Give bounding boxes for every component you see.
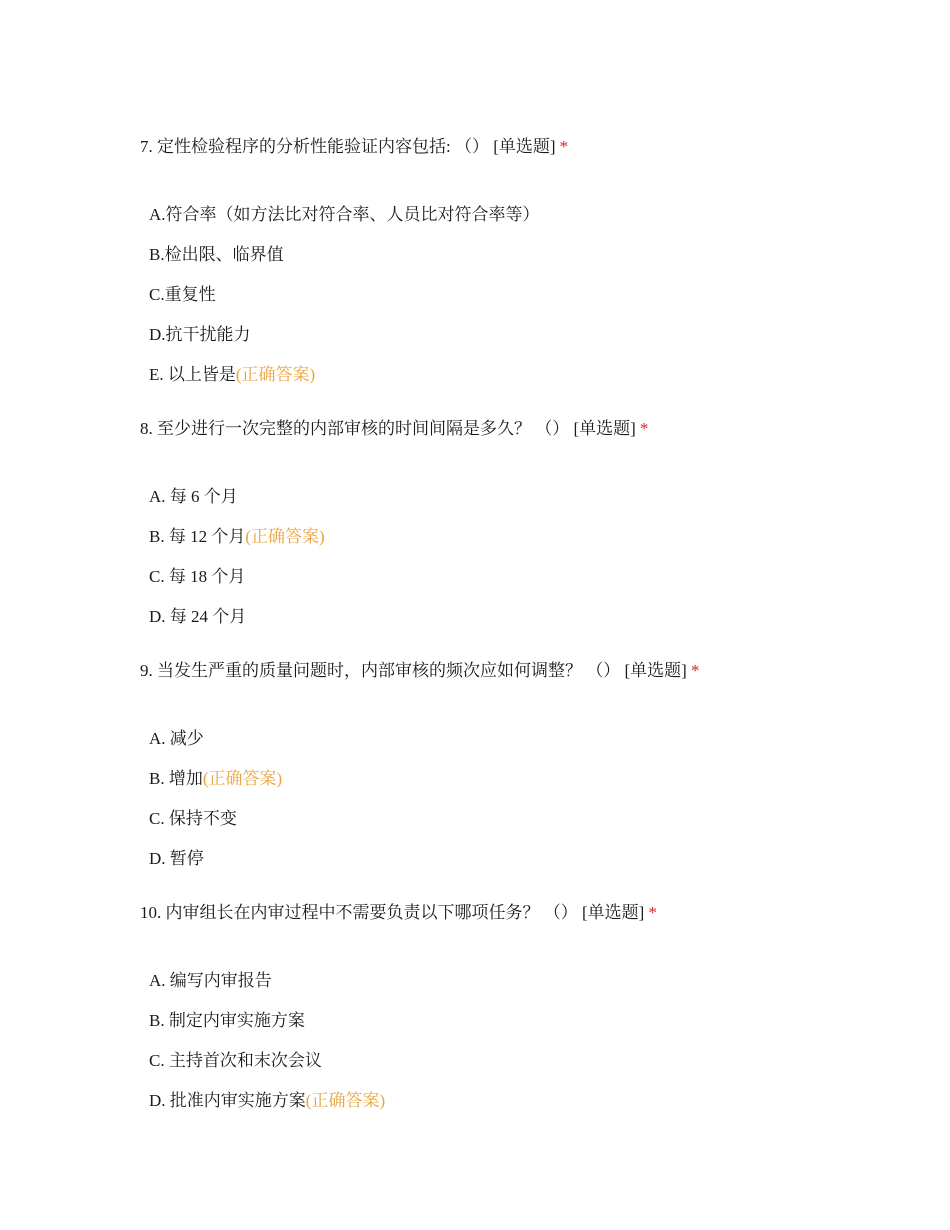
option-text: C.重复性 [149, 285, 216, 304]
option-b[interactable] [149, 244, 284, 266]
option-text: A.符合率（如方法比对符合率、人员比对符合率等） [149, 205, 540, 224]
correct-answer-mark: (正确答案) [235, 365, 316, 384]
option-b[interactable] [149, 768, 282, 790]
question-title [140, 136, 920, 158]
option-a[interactable] [149, 486, 238, 508]
question-title [140, 418, 920, 440]
required-asterisk: * [690, 661, 700, 680]
question-9 [140, 660, 920, 868]
option-text: C. 保持不变 [149, 809, 237, 828]
option-text: A. 每 6 个月 [149, 487, 238, 506]
option-c[interactable] [149, 1050, 322, 1072]
question-7 [140, 136, 920, 384]
option-b[interactable] [149, 526, 325, 548]
question-title [140, 660, 920, 682]
option-d[interactable] [149, 1090, 385, 1112]
required-asterisk: * [559, 137, 569, 156]
question-title-text: 7. 定性检验程序的分析性能验证内容包括: （） [单选题] [140, 137, 556, 156]
question-title [140, 902, 920, 924]
question-10 [140, 902, 920, 1110]
option-text: A. 编写内审报告 [149, 971, 272, 990]
option-text: B.检出限、临界值 [149, 245, 284, 264]
option-text: B. 每 12 个月 [149, 527, 246, 546]
option-text: D. 批准内审实施方案 [149, 1091, 306, 1110]
option-text: C. 每 18 个月 [149, 567, 246, 586]
required-asterisk: * [639, 419, 649, 438]
option-text: E. 以上皆是 [149, 365, 236, 384]
question-title-text: 9. 当发生严重的质量问题时，内部审核的频次应如何调整？ （） [单选题] [140, 661, 687, 680]
required-asterisk: * [648, 903, 657, 922]
option-d[interactable] [149, 848, 204, 870]
option-a[interactable] [149, 970, 272, 992]
option-c[interactable] [149, 566, 245, 588]
option-a[interactable] [149, 204, 540, 226]
correct-answer-mark: (正确答案) [305, 1091, 386, 1110]
correct-answer-mark: (正确答案) [202, 769, 283, 788]
option-d[interactable] [149, 324, 251, 346]
question-title-text: 10. 内审组长在内审过程中不需要负责以下哪项任务？ （） [单选题] [140, 903, 645, 922]
question-title-text: 8. 至少进行一次完整的内部审核的时间间隔是多久？ （） [单选题] [140, 419, 636, 438]
option-a[interactable] [149, 728, 204, 750]
option-text: C. 主持首次和末次会议 [149, 1051, 322, 1070]
option-text: B. 增加 [149, 769, 203, 788]
option-d[interactable] [149, 606, 246, 628]
option-b[interactable] [149, 1010, 305, 1032]
correct-answer-mark: (正确答案) [245, 527, 325, 546]
option-text: B. 制定内审实施方案 [149, 1011, 305, 1030]
option-text: D.抗干扰能力 [149, 325, 251, 344]
option-e[interactable] [149, 364, 315, 386]
question-8 [140, 418, 920, 626]
option-c[interactable] [149, 284, 216, 306]
option-c[interactable] [149, 808, 237, 830]
option-text: D. 暂停 [149, 849, 204, 868]
option-text: D. 每 24 个月 [149, 607, 247, 626]
option-text: A. 减少 [149, 729, 204, 748]
